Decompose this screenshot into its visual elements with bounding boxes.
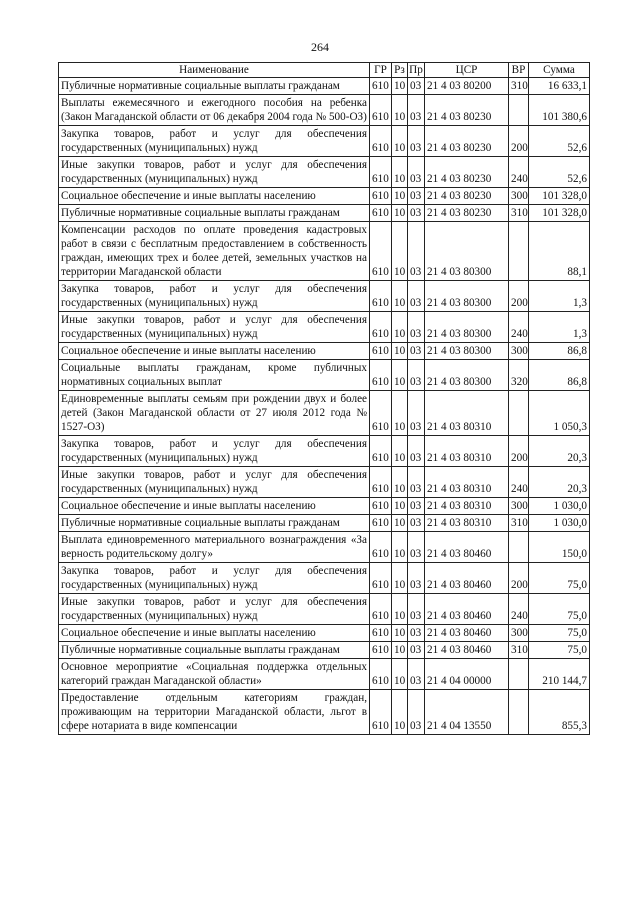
- page-number: 264: [311, 40, 329, 54]
- row-name: Публичные нормативные социальные выплаты гражданам: [59, 642, 370, 659]
- row-rz: 10: [392, 467, 408, 498]
- row-pr: 03: [408, 594, 425, 625]
- row-sum: 20,3: [529, 467, 590, 498]
- row-gr: 610: [370, 690, 392, 735]
- row-csr: 21 4 03 80310: [425, 467, 509, 498]
- row-name: Основное мероприятие «Социальная поддержка отдельных категорий граждан Магаданской области»: [59, 659, 370, 690]
- row-vr: 310: [509, 515, 529, 532]
- row-sum: 1,3: [529, 281, 590, 312]
- row-sum: 1 030,0: [529, 498, 590, 515]
- row-vr: 300: [509, 625, 529, 642]
- table-row: [59, 222, 590, 281]
- row-gr: 610: [370, 78, 392, 95]
- row-rz: 10: [392, 498, 408, 515]
- row-sum: 210 144,7: [529, 659, 590, 690]
- row-pr: 03: [408, 222, 425, 281]
- row-vr: 240: [509, 594, 529, 625]
- row-sum: 75,0: [529, 642, 590, 659]
- row-sum: 101 328,0: [529, 205, 590, 222]
- row-name: Социальное обеспечение и иные выплаты населению: [59, 498, 370, 515]
- row-sum: 75,0: [529, 625, 590, 642]
- row-csr: 21 4 03 80310: [425, 391, 509, 436]
- row-pr: 03: [408, 312, 425, 343]
- row-rz: 10: [392, 642, 408, 659]
- row-name: Иные закупки товаров, работ и услуг для обеспечения государственных (муниципальных) нужд: [59, 157, 370, 188]
- row-sum: 88,1: [529, 222, 590, 281]
- row-gr: 610: [370, 594, 392, 625]
- table-body: [59, 78, 590, 735]
- table-row: [59, 157, 590, 188]
- row-name: Закупка товаров, работ и услуг для обеспечения государственных (муниципальных) нужд: [59, 436, 370, 467]
- row-sum: 86,8: [529, 343, 590, 360]
- row-vr: 300: [509, 188, 529, 205]
- row-name: Компенсации расходов по оплате проведения кадастровых работ в связи с бесплатным предоставлением в собственность граждан, имеющих трех и более детей, земельных участков на территории Магаданской области: [59, 222, 370, 281]
- row-sum: 86,8: [529, 360, 590, 391]
- table-row: [59, 281, 590, 312]
- row-rz: 10: [392, 360, 408, 391]
- row-rz: 10: [392, 515, 408, 532]
- row-sum: 101 328,0: [529, 188, 590, 205]
- row-sum: 75,0: [529, 563, 590, 594]
- row-name: Закупка товаров, работ и услуг для обеспечения государственных (муниципальных) нужд: [59, 563, 370, 594]
- row-vr: 200: [509, 281, 529, 312]
- table-row: [59, 515, 590, 532]
- row-vr: [509, 391, 529, 436]
- row-gr: 610: [370, 312, 392, 343]
- row-pr: 03: [408, 360, 425, 391]
- row-gr: 610: [370, 659, 392, 690]
- table-row: [59, 188, 590, 205]
- row-csr: 21 4 03 80230: [425, 205, 509, 222]
- row-vr: 200: [509, 126, 529, 157]
- row-name: Закупка товаров, работ и услуг для обеспечения государственных (муниципальных) нужд: [59, 126, 370, 157]
- row-csr: 21 4 03 80310: [425, 498, 509, 515]
- row-rz: 10: [392, 532, 408, 563]
- row-pr: 03: [408, 563, 425, 594]
- table-row: [59, 78, 590, 95]
- row-name: Закупка товаров, работ и услуг для обеспечения государственных (муниципальных) нужд: [59, 281, 370, 312]
- row-csr: 21 4 03 80310: [425, 436, 509, 467]
- row-gr: 610: [370, 188, 392, 205]
- row-vr: [509, 95, 529, 126]
- row-name: Социальное обеспечение и иные выплаты населению: [59, 343, 370, 360]
- table-row: [59, 95, 590, 126]
- row-name: Публичные нормативные социальные выплаты гражданам: [59, 205, 370, 222]
- table-row: [59, 126, 590, 157]
- row-pr: 03: [408, 690, 425, 735]
- row-vr: [509, 690, 529, 735]
- row-gr: 610: [370, 498, 392, 515]
- row-sum: 150,0: [529, 532, 590, 563]
- row-csr: 21 4 03 80310: [425, 515, 509, 532]
- header-gr: ГР: [370, 63, 392, 78]
- row-name: Выплаты ежемесячного и ежегодного пособия на ребенка (Закон Магаданской области от 06 декабря 2004 года № 500-ОЗ): [59, 95, 370, 126]
- row-csr: 21 4 03 80230: [425, 188, 509, 205]
- row-name: Иные закупки товаров, работ и услуг для обеспечения государственных (муниципальных) нужд: [59, 594, 370, 625]
- row-pr: 03: [408, 205, 425, 222]
- row-vr: 310: [509, 642, 529, 659]
- row-csr: 21 4 03 80200: [425, 78, 509, 95]
- row-csr: 21 4 03 80460: [425, 594, 509, 625]
- header-csr: ЦСР: [425, 63, 509, 78]
- row-gr: 610: [370, 205, 392, 222]
- table-row: [59, 312, 590, 343]
- row-gr: 610: [370, 126, 392, 157]
- row-sum: 20,3: [529, 436, 590, 467]
- row-rz: 10: [392, 312, 408, 343]
- row-vr: 300: [509, 498, 529, 515]
- row-gr: 610: [370, 360, 392, 391]
- table-row: [59, 498, 590, 515]
- row-csr: 21 4 03 80460: [425, 563, 509, 594]
- table-row: [59, 625, 590, 642]
- header-vr: ВР: [509, 63, 529, 78]
- row-gr: 610: [370, 222, 392, 281]
- row-gr: 610: [370, 515, 392, 532]
- row-pr: 03: [408, 95, 425, 126]
- row-rz: 10: [392, 126, 408, 157]
- row-pr: 03: [408, 659, 425, 690]
- row-name: Социальное обеспечение и иные выплаты населению: [59, 625, 370, 642]
- row-gr: 610: [370, 95, 392, 126]
- row-sum: 855,3: [529, 690, 590, 735]
- row-gr: 610: [370, 467, 392, 498]
- row-sum: 1 030,0: [529, 515, 590, 532]
- row-sum: 52,6: [529, 126, 590, 157]
- row-name: Социальные выплаты гражданам, кроме публичных нормативных социальных выплат: [59, 360, 370, 391]
- row-name: Иные закупки товаров, работ и услуг для обеспечения государственных (муниципальных) нужд: [59, 312, 370, 343]
- table-row: [59, 594, 590, 625]
- row-csr: 21 4 03 80460: [425, 532, 509, 563]
- row-csr: 21 4 03 80230: [425, 95, 509, 126]
- row-gr: 610: [370, 436, 392, 467]
- row-rz: 10: [392, 659, 408, 690]
- row-name: Выплата единовременного материального вознаграждения «За верность родительскому долгу»: [59, 532, 370, 563]
- row-name: Предоставление отдельным категориям граждан, проживающим на территории Магаданской области, льгот в сфере нотариата в виде компенсации: [59, 690, 370, 735]
- table-row: [59, 343, 590, 360]
- row-gr: 610: [370, 532, 392, 563]
- row-csr: 21 4 03 80230: [425, 126, 509, 157]
- row-rz: 10: [392, 436, 408, 467]
- row-gr: 610: [370, 563, 392, 594]
- row-name: Социальное обеспечение и иные выплаты населению: [59, 188, 370, 205]
- row-pr: 03: [408, 78, 425, 95]
- row-vr: 240: [509, 467, 529, 498]
- row-name: Единовременные выплаты семьям при рождении двух и более детей (Закон Магаданской области от 27 июля 2012 года № 1527-ОЗ): [59, 391, 370, 436]
- table-row: [59, 467, 590, 498]
- header-rz: Рз: [392, 63, 408, 78]
- row-pr: 03: [408, 126, 425, 157]
- row-vr: 240: [509, 157, 529, 188]
- table-header-row: [59, 63, 590, 78]
- row-csr: 21 4 03 80300: [425, 360, 509, 391]
- row-sum: 101 380,6: [529, 95, 590, 126]
- row-csr: 21 4 03 80230: [425, 157, 509, 188]
- row-pr: 03: [408, 281, 425, 312]
- table-row: [59, 659, 590, 690]
- row-sum: 1 050,3: [529, 391, 590, 436]
- row-vr: 310: [509, 205, 529, 222]
- row-pr: 03: [408, 157, 425, 188]
- row-vr: 200: [509, 563, 529, 594]
- row-csr: 21 4 04 00000: [425, 659, 509, 690]
- row-csr: 21 4 03 80300: [425, 312, 509, 343]
- header-sum: Сумма: [529, 63, 590, 78]
- table-row: [59, 436, 590, 467]
- row-rz: 10: [392, 157, 408, 188]
- row-sum: 52,6: [529, 157, 590, 188]
- row-rz: 10: [392, 222, 408, 281]
- row-vr: 200: [509, 436, 529, 467]
- row-csr: 21 4 03 80300: [425, 343, 509, 360]
- row-sum: 75,0: [529, 594, 590, 625]
- row-vr: [509, 222, 529, 281]
- row-rz: 10: [392, 690, 408, 735]
- row-vr: 320: [509, 360, 529, 391]
- row-rz: 10: [392, 95, 408, 126]
- row-rz: 10: [392, 594, 408, 625]
- row-gr: 610: [370, 625, 392, 642]
- row-gr: 610: [370, 157, 392, 188]
- row-rz: 10: [392, 391, 408, 436]
- row-vr: [509, 532, 529, 563]
- row-pr: 03: [408, 343, 425, 360]
- row-csr: 21 4 03 80300: [425, 222, 509, 281]
- table-row: [59, 642, 590, 659]
- table-row: [59, 205, 590, 222]
- table-row: [59, 360, 590, 391]
- row-rz: 10: [392, 205, 408, 222]
- row-pr: 03: [408, 515, 425, 532]
- row-csr: 21 4 03 80460: [425, 642, 509, 659]
- row-sum: 16 633,1: [529, 78, 590, 95]
- row-vr: 300: [509, 343, 529, 360]
- header-name: Наименование: [59, 63, 370, 78]
- table-row: [59, 690, 590, 735]
- table-row: [59, 563, 590, 594]
- row-gr: 610: [370, 642, 392, 659]
- row-gr: 610: [370, 281, 392, 312]
- row-pr: 03: [408, 625, 425, 642]
- row-pr: 03: [408, 498, 425, 515]
- row-sum: 1,3: [529, 312, 590, 343]
- row-csr: 21 4 04 13550: [425, 690, 509, 735]
- row-vr: [509, 659, 529, 690]
- row-rz: 10: [392, 281, 408, 312]
- row-rz: 10: [392, 625, 408, 642]
- row-csr: 21 4 03 80300: [425, 281, 509, 312]
- row-pr: 03: [408, 642, 425, 659]
- row-csr: 21 4 03 80460: [425, 625, 509, 642]
- header-pr: Пр: [409, 64, 423, 76]
- row-pr: 03: [408, 467, 425, 498]
- row-name: Публичные нормативные социальные выплаты гражданам: [59, 515, 370, 532]
- row-rz: 10: [392, 343, 408, 360]
- row-rz: 10: [392, 188, 408, 205]
- row-pr: 03: [408, 188, 425, 205]
- row-rz: 10: [392, 563, 408, 594]
- row-pr: 03: [408, 532, 425, 563]
- table-row: [59, 391, 590, 436]
- row-pr: 03: [408, 391, 425, 436]
- row-gr: 610: [370, 391, 392, 436]
- row-vr: 240: [509, 312, 529, 343]
- row-name: Иные закупки товаров, работ и услуг для обеспечения государственных (муниципальных) нужд: [59, 467, 370, 498]
- row-vr: 310: [509, 78, 529, 95]
- row-rz: 10: [392, 78, 408, 95]
- table-row: [59, 532, 590, 563]
- row-name: Публичные нормативные социальные выплаты гражданам: [59, 78, 370, 95]
- row-gr: 610: [370, 343, 392, 360]
- budget-table: [58, 62, 590, 735]
- row-pr: 03: [408, 436, 425, 467]
